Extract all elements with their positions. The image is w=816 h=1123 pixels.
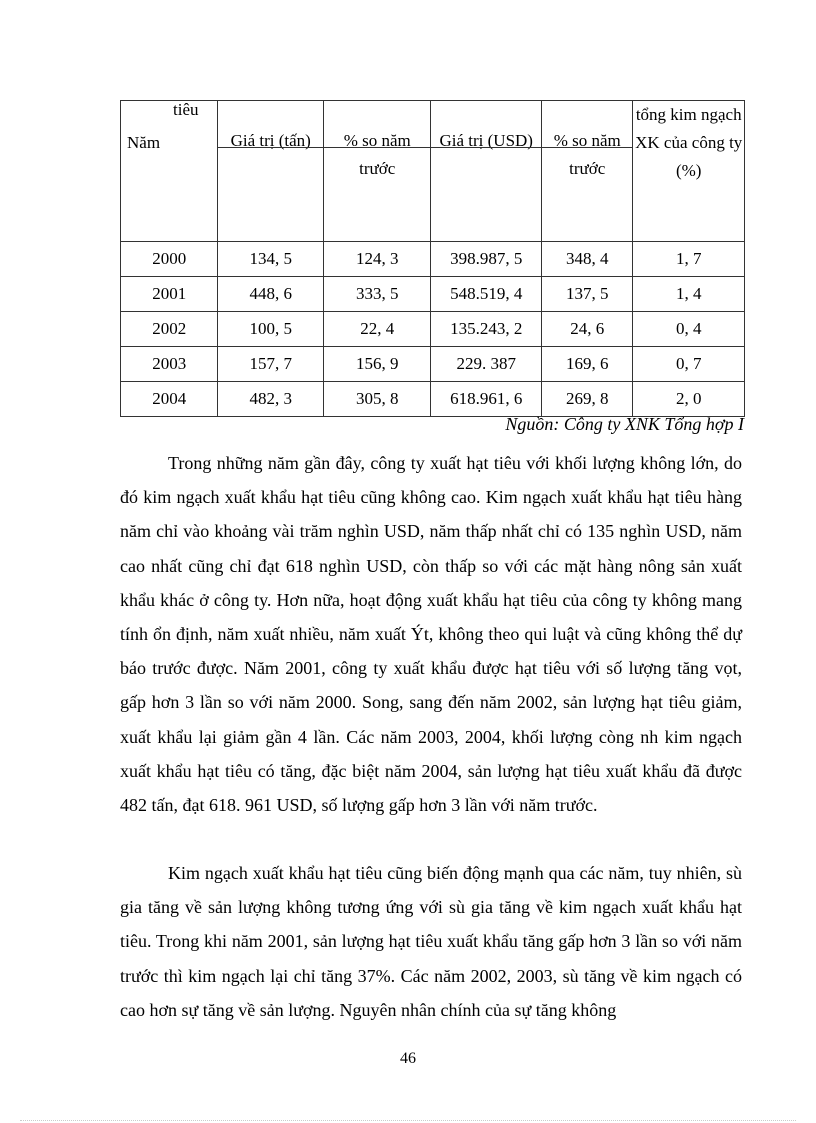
pepper-export-table (120, 100, 745, 417)
header-cell: Giá trị (USD) (431, 101, 542, 242)
header-cell: % so năm trước (323, 101, 431, 242)
table-row: 2004 482, 3 305, 8 618.961, 6 269, 8 2, 0 (121, 382, 745, 417)
body-paragraph: Kim ngạch xuất khẩu hạt tiêu cũng biến động mạnh qua các năm, tuy nhiên, sù gia tăng về sản lượng không tương ứng với sù gia tăng về kim ngạch xuất khẩu hạt tiêu. Trong khi năm 2001, sản lượng hạt tiêu xuất khẩu tăng gấp hơn 3 lần so với năm trước thì kim ngạch lại chỉ tăng 37%. Các năm 2002, 2003, sù tăng về kim ngạch có cao hơn sự tăng về sản lượng. Nguyên nhân chính của sự tăng không (120, 863, 742, 1020)
table-row: 2003 157, 7 156, 9 229. 387 169, 6 0, 7 (121, 347, 745, 382)
body-paragraph: Trong những năm gần đây, công ty xuất hạt tiêu với khối lượng không lớn, do đó kim ngạch xuất khẩu hạt tiêu cũng không cao. Kim ngạch xuất khẩu hạt tiêu hàng năm chỉ vào khoảng vài trăm nghìn USD, năm thấp nhất chỉ có 135 nghìn USD, năm cao nhất cũng chỉ đạt 618 nghìn USD, còn thấp so với các mặt hàng nông sản xuất khẩu khác ở công ty. Hơn nữa, hoạt động xuất khẩu hạt tiêu của công ty không mang tính ổn định, năm xuất nhiều, năm xuất Ýt, không theo qui luật và cũng không thể dự báo trước được. Năm 2001, công ty xuất khẩu được hạt tiêu với số lượng tăng vọt, gấp hơn 3 lần so với năm 2000. Song, sang đến năm 2002, sản lượng hạt tiêu giảm, xuất khẩu lại giảm gần 4 lần. Các năm 2003, 2004, khối lượng còng nh kim ngạch xuất khẩu hạt tiêu có tăng, đặc biệt năm 2004, sản lượng hạt tiêu xuất khẩu đã được 482 tấn, đạt 618. 961 USD, số lượng gấp hơn 3 lần với năm trước. (120, 453, 742, 816)
table-row: 2001 448, 6 333, 5 548.519, 4 137, 5 1, 4 (121, 277, 745, 312)
table-row: 2002 100, 5 22, 4 135.243, 2 24, 6 0, 4 (121, 312, 745, 347)
header-cell: % so năm trước (542, 101, 633, 242)
page-number: 46 (400, 1050, 416, 1067)
header-cell: tổng kim ngạch XK của công ty (%) (633, 101, 745, 242)
table-source-note: Nguồn: Công ty XNK Tổng hợp I (505, 414, 744, 434)
header-cell: Giá trị (tấn) (218, 101, 324, 242)
footer-divider (20, 1120, 796, 1121)
table-header-row (121, 101, 745, 242)
header-top-left: tiêu (173, 100, 199, 119)
header-year: Năm (127, 133, 161, 152)
table-row: 2000 134, 5 124, 3 398.987, 5 348, 4 1, 7 (121, 242, 745, 277)
header-year-cell (121, 101, 218, 242)
